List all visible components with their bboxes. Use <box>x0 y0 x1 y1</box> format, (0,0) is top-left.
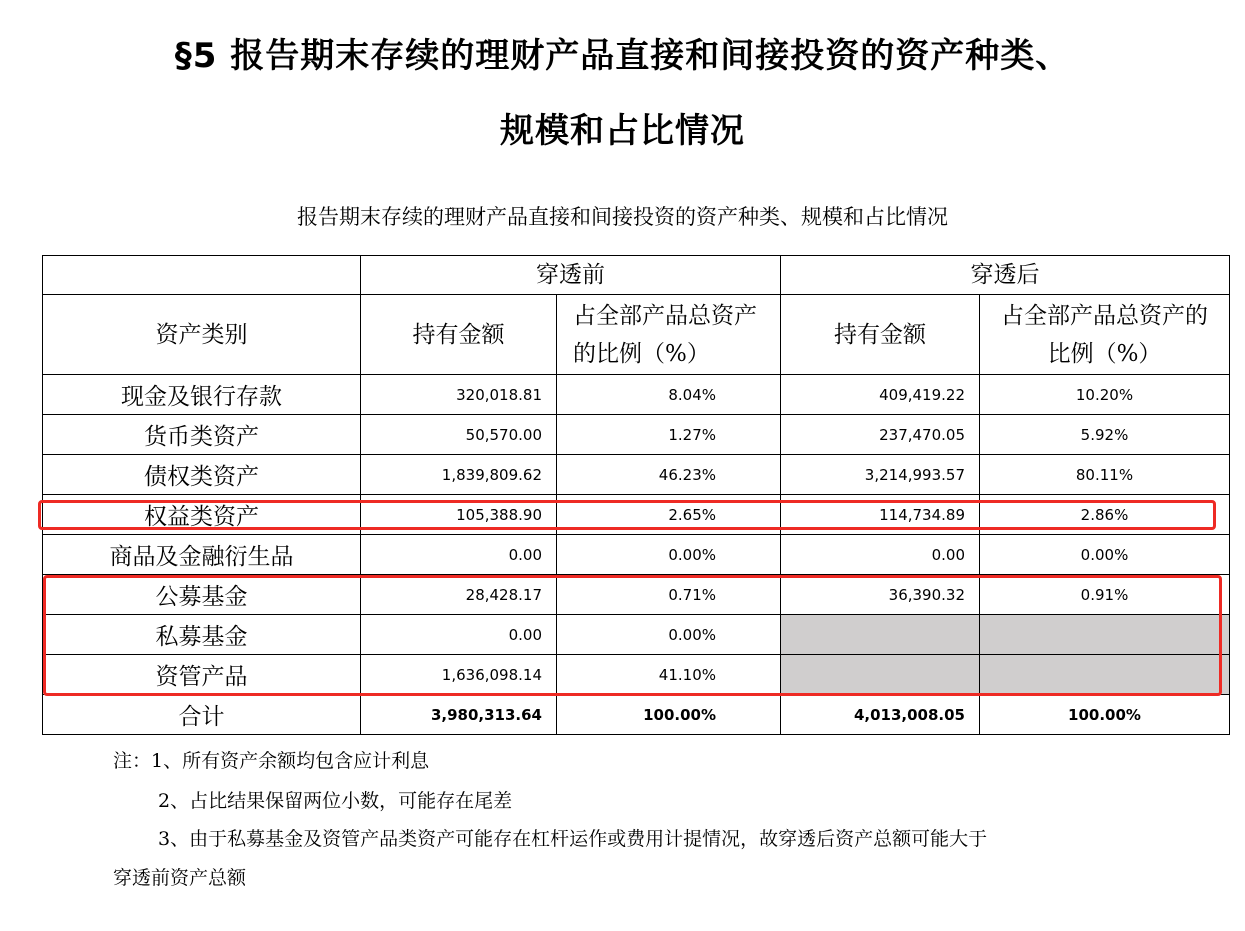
before-pct-cell: 8.04% <box>557 375 781 415</box>
highlight-box-fund-rows <box>43 575 1222 696</box>
after-ratio-header: 占全部产品总资产的比例（%） <box>980 295 1230 375</box>
before-amount-cell: 320,018.81 <box>361 375 557 415</box>
after-pct-cell: 2.86% <box>980 495 1230 535</box>
total-before-pct: 100.00% <box>557 695 781 735</box>
after-pct-cell: 0.91% <box>980 575 1230 615</box>
group-header-after: 穿透后 <box>781 256 1230 295</box>
row-category: 货币类资产 <box>43 415 361 455</box>
row-category: 公募基金 <box>43 575 361 615</box>
before-amount-cell: 105,388.90 <box>361 495 557 535</box>
before-pct-cell: 1.27% <box>557 415 781 455</box>
table-caption: 报告期末存续的理财产品直接和间接投资的资产种类、规模和占比情况 <box>297 205 948 229</box>
after-amount-cell: 409,419.22 <box>781 375 980 415</box>
section-title-line2: 规模和占比情况 <box>500 111 745 151</box>
after-amount-cell: 237,470.05 <box>781 415 980 455</box>
group-header-before: 穿透前 <box>361 256 781 295</box>
after-amount-cell: 36,390.32 <box>781 575 980 615</box>
before-amount-cell: 1,636,098.14 <box>361 655 557 695</box>
table-row <box>43 375 1230 415</box>
total-after-pct: 100.00% <box>980 695 1230 735</box>
after-pct-cell: 0.00% <box>980 535 1230 575</box>
total-before-amount: 3,980,313.64 <box>361 695 557 735</box>
after-amount-cell: 3,214,993.57 <box>781 455 980 495</box>
before-amount-cell: 0.00 <box>361 615 557 655</box>
before-ratio-header: 占全部产品总资产的比例（%） <box>557 295 781 375</box>
highlight-box-equity-row <box>38 500 1216 530</box>
before-pct-cell: 0.00% <box>557 615 781 655</box>
after-pct-cell: 5.92% <box>980 415 1230 455</box>
before-pct-cell: 41.10% <box>557 655 781 695</box>
table-row <box>43 415 1230 455</box>
before-pct-cell: 46.23% <box>557 455 781 495</box>
row-category: 私募基金 <box>43 615 361 655</box>
before-amount-cell: 0.00 <box>361 535 557 575</box>
total-label: 合计 <box>43 695 361 735</box>
row-category: 商品及金融衍生品 <box>43 535 361 575</box>
header-corner-cell <box>43 256 361 295</box>
after-amount-cell: 114,734.89 <box>781 495 980 535</box>
before-amount-header: 持有金额 <box>361 295 557 375</box>
row-category: 资管产品 <box>43 655 361 695</box>
before-amount-cell: 50,570.00 <box>361 415 557 455</box>
table-row <box>43 455 1230 495</box>
table-row <box>43 535 1230 575</box>
total-row <box>43 695 1230 735</box>
before-pct-cell: 0.71% <box>557 575 781 615</box>
note-line-4: 穿透前资产总额 <box>113 867 247 889</box>
after-amount-cell: 0.00 <box>781 535 980 575</box>
after-pct-cell: 10.20% <box>980 375 1230 415</box>
note-line-3: 3、由于私募基金及资管产品类资产可能存在杠杆运作或费用计提情况，故穿透后资产总额可能大于 <box>158 828 988 850</box>
after-amount-header: 持有金额 <box>781 295 980 375</box>
row-category: 权益类资产 <box>43 495 361 535</box>
row-category: 债权类资产 <box>43 455 361 495</box>
before-amount-cell: 1,839,809.62 <box>361 455 557 495</box>
category-header: 资产类别 <box>43 295 361 375</box>
before-pct-cell: 0.00% <box>557 535 781 575</box>
before-amount-cell: 28,428.17 <box>361 575 557 615</box>
before-pct-cell: 2.65% <box>557 495 781 535</box>
note-line-2: 2、占比结果保留两位小数，可能存在尾差 <box>158 790 513 812</box>
row-category: 现金及银行存款 <box>43 375 361 415</box>
section-title-line1: §5 报告期末存续的理财产品直接和间接投资的资产种类、 <box>174 36 1071 76</box>
after-pct-cell: 80.11% <box>980 455 1230 495</box>
note-line-1: 注：1、所有资产余额均包含应计利息 <box>113 750 430 772</box>
total-after-amount: 4,013,008.05 <box>781 695 980 735</box>
